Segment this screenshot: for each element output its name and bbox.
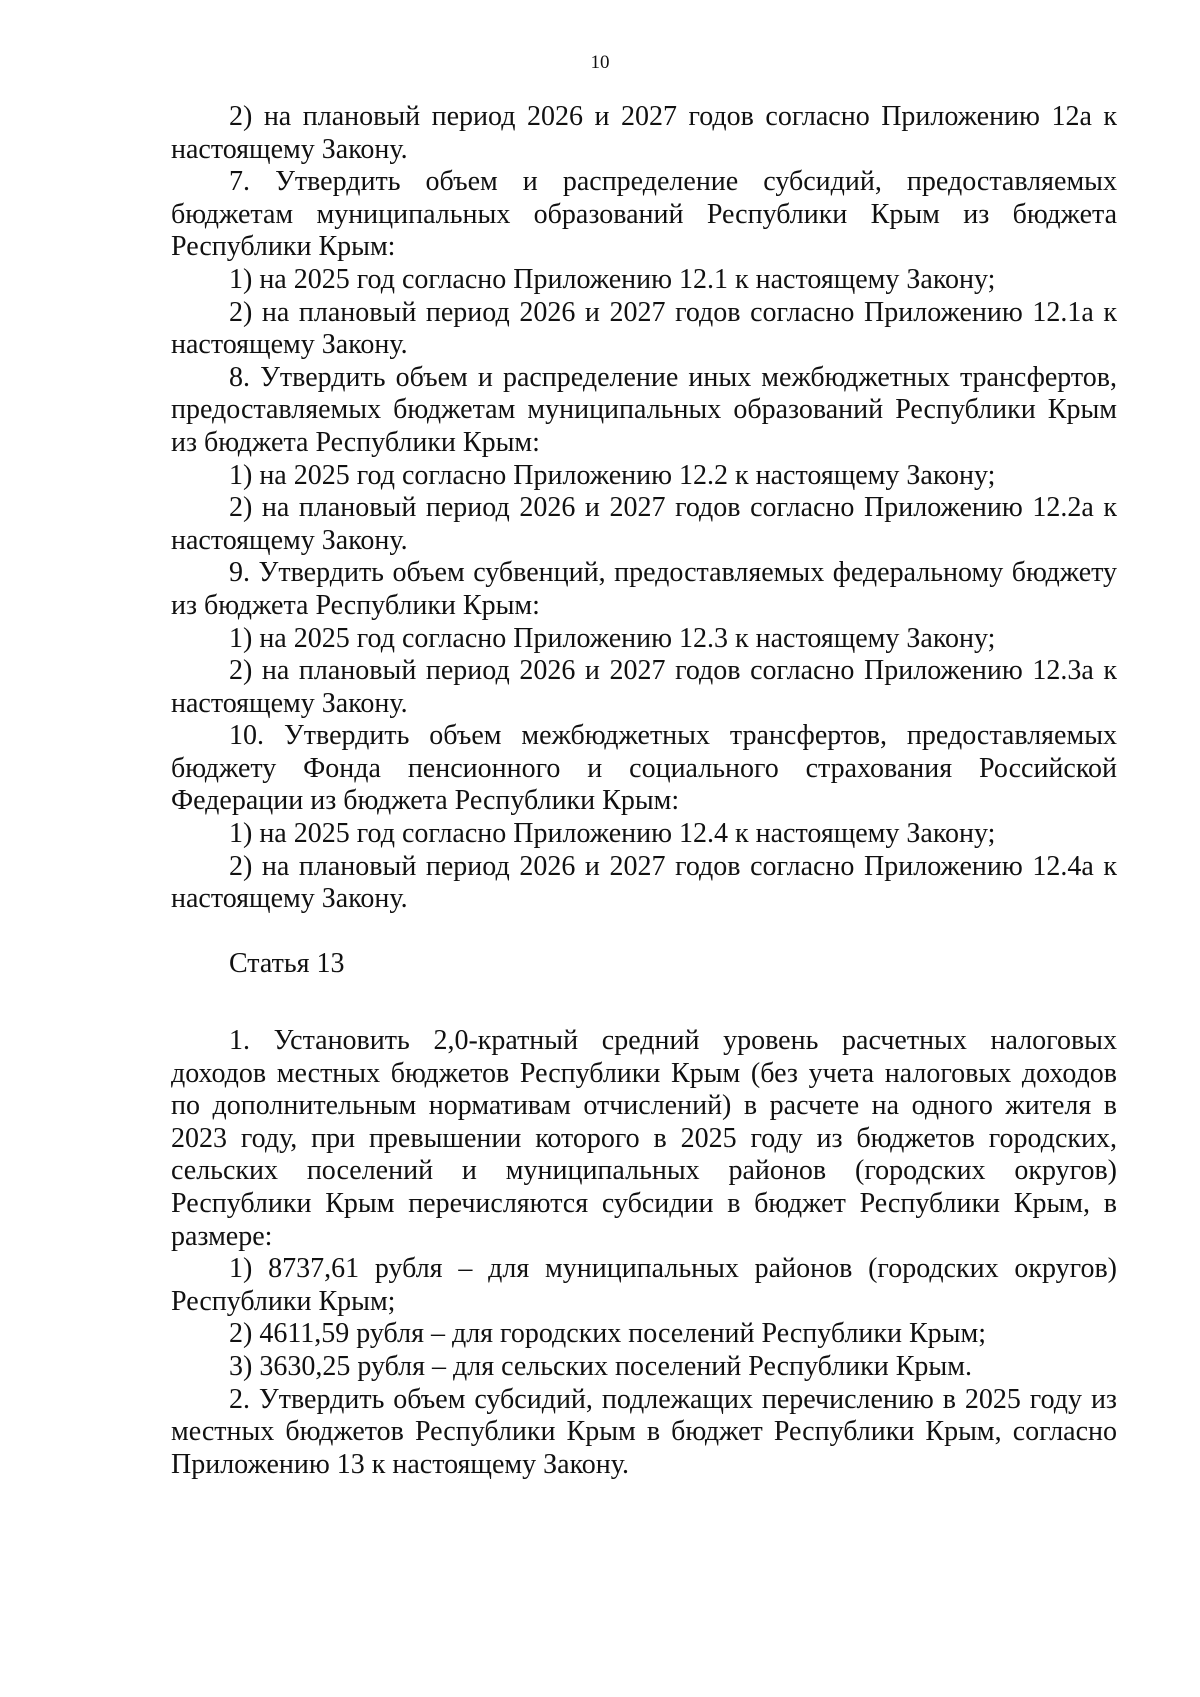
paragraph-7-item-1: 1) на 2025 год согласно Приложению 12.1 к настоящему Закону; [229, 263, 996, 295]
article-13-paragraph-1-item-1: 1) 8737,61 рубля – для муниципальных районов (городских округов) Республики Крым; [171, 1253, 1117, 1317]
paragraph-8-item-1: 1) на 2025 год согласно Приложению 12.2 к настоящему Закону; [229, 459, 996, 491]
paragraph-10: 10. Утвердить объем межбюджетных трансфертов, предоставляемых бюджету Фонда пенсионного и социального страхования Российской Федерации из бюджета Республики Крым: [171, 720, 1117, 817]
paragraph-8: 8. Утвердить объем и распределение иных межбюджетных трансфертов, предоставляемых бюджетам муниципальных образований Республики Крым из бюджета Республики Крым: [171, 361, 1117, 458]
paragraph-6-item-2: 2) на плановый период 2026 и 2027 годов согласно Приложению 12а к настоящему Закону. [171, 101, 1117, 165]
article-13-paragraph-1: 1. Установить 2,0-кратный средний уровень расчетных налоговых доходов местных бюджетов Республики Крым (без учета налоговых доходов по дополнительным нормативам отчислений) в расчете на одного жителя в 2023 году, при превышении которого в 2025 году из бюджетов городских, сельских поселений и муниципальных районов (городских округов) Республики Крым перечисляются субсидии в бюджет Республики Крым, в размере: [171, 1025, 1117, 1252]
paragraph-9: 9. Утвердить объем субвенций, предоставляемых федеральному бюджету из бюджета Республики Крым: [171, 557, 1117, 621]
law-text [171, 101, 1117, 1481]
article-13-paragraph-2: 2. Утвердить объем субсидий, подлежащих перечислению в 2025 году из местных бюджетов Республики Крым в бюджет Республики Крым, согласно Приложению 13 к настоящему Закону. [171, 1383, 1117, 1480]
paragraph-9-item-1: 1) на 2025 год согласно Приложению 12.3 к настоящему Закону; [229, 622, 996, 654]
paragraph-10-item-2: 2) на плановый период 2026 и 2027 годов согласно Приложению 12.4а к настоящему Закону. [171, 850, 1117, 915]
paragraph-8-item-2: 2) на плановый период 2026 и 2027 годов согласно Приложению 12.2а к настоящему Закону. [171, 492, 1117, 556]
page-number: 10 [590, 52, 610, 73]
paragraph-7-item-2: 2) на плановый период 2026 и 2027 годов согласно Приложению 12.1а к настоящему Закону. [171, 296, 1117, 361]
paragraph-7: 7. Утвердить объем и распределение субсидий, предоставляемых бюджетам муниципальных образований Республики Крым из бюджета Республики Крым: [171, 166, 1117, 263]
paragraph-10-item-1: 1) на 2025 год согласно Приложению 12.4 к настоящему Закону; [229, 818, 996, 850]
article-13-heading: Статья 13 [229, 948, 345, 980]
section-gap [171, 981, 1117, 1025]
article-13-paragraph-1-item-3: 3) 3630,25 рубля – для сельских поселений Республики Крым. [229, 1350, 972, 1382]
section-gap [171, 916, 1117, 949]
paragraph-9-item-2: 2) на плановый период 2026 и 2027 годов согласно Приложению 12.3а к настоящему Закону. [171, 655, 1117, 719]
article-13-paragraph-1-item-2: 2) 4611,59 рубля – для городских поселений Республики Крым; [229, 1318, 986, 1350]
